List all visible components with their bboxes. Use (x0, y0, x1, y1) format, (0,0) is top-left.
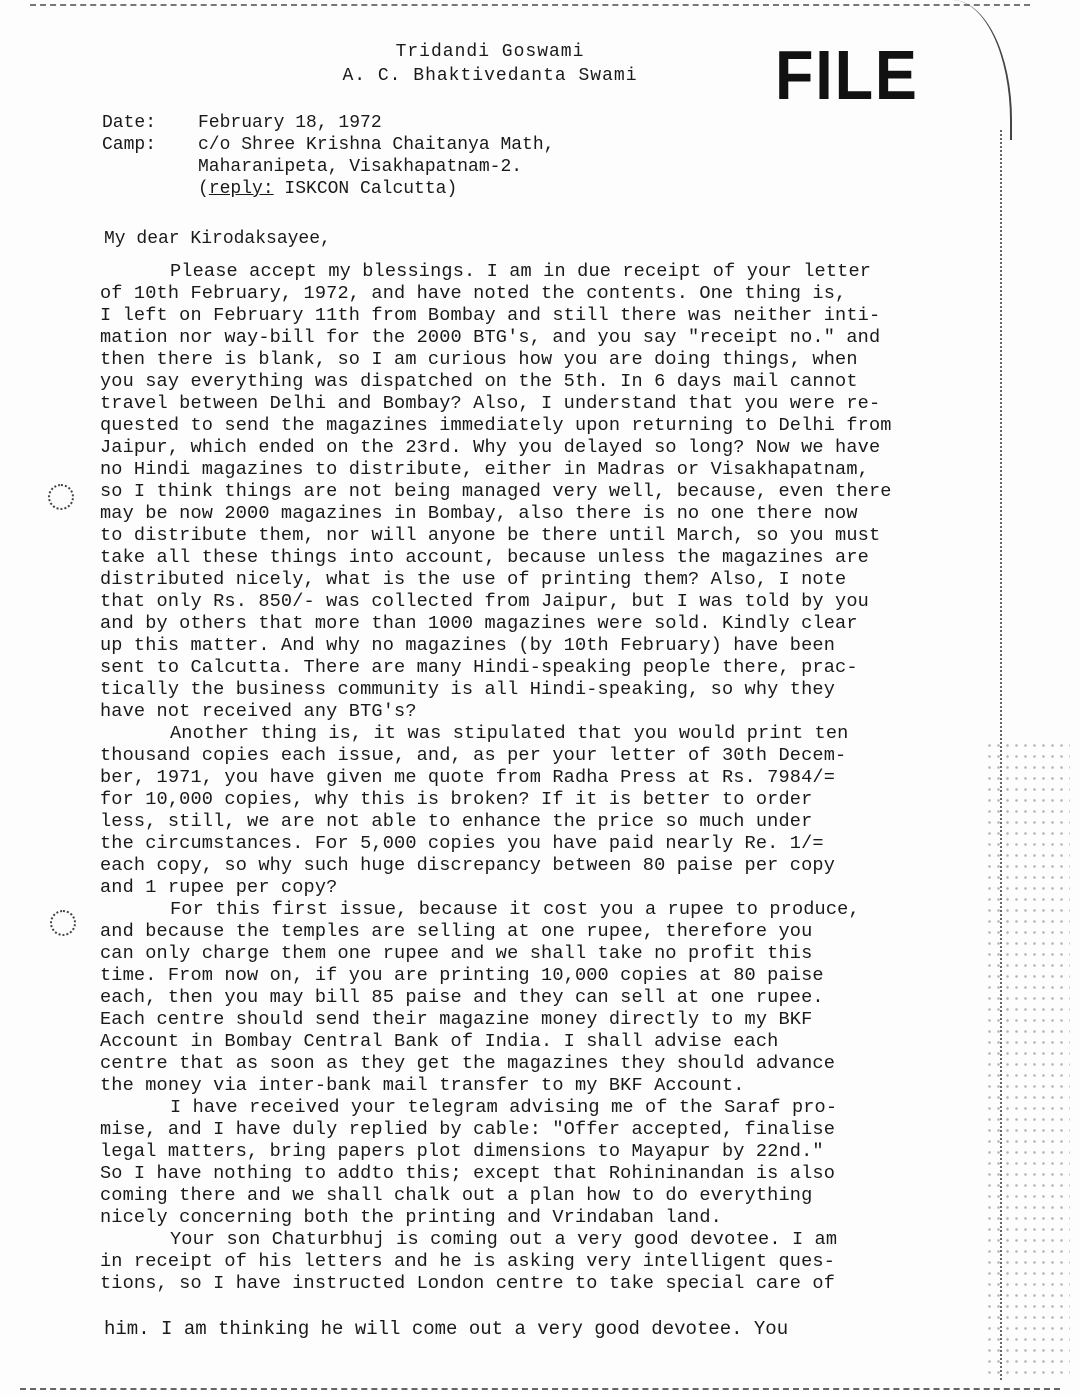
body-line: Another thing is, it was stipulated that you would print ten (170, 723, 849, 744)
body-line: coming there and we shall chalk out a plan how to do everything (100, 1185, 813, 1206)
body-line: then there is blank, so I am curious how you are doing things, when (100, 349, 858, 370)
camp-value: c/o Shree Krishna Chaitanya Math, (198, 135, 555, 155)
body-line: and because the temples are selling at one rupee, therefore you (100, 921, 813, 942)
body-line: no Hindi magazines to distribute, either in Madras or Visakhapatnam, (100, 459, 869, 480)
body-line: time. From now on, if you are printing 10,000 copies at 80 paise (100, 965, 824, 986)
body-line: For this first issue, because it cost you a rupee to produce, (170, 899, 860, 920)
reply-line: (reply: ISKCON Calcutta) (198, 179, 458, 199)
punch-hole-mark (50, 910, 76, 936)
body-line: Each centre should send their magazine money directly to my BKF (100, 1009, 813, 1030)
body-line: may be now 2000 magazines in Bombay, also there is no one there now (100, 503, 858, 524)
letterhead (300, 40, 680, 88)
page-curl-mark (950, 0, 1012, 140)
body-line: to distribute them, nor will anyone be there until March, so you must (100, 525, 881, 546)
body-line: each copy, so why such huge discrepancy between 80 paise per copy (100, 855, 836, 876)
reply-label: reply: (208, 179, 274, 199)
body-line: ber, 1971, you have given me quote from Radha Press at Rs. 7984/= (100, 767, 836, 788)
body-line: for 10,000 copies, why this is broken? If it is better to order (100, 789, 813, 810)
body-line: sent to Calcutta. There are many Hindi-speaking people there, prac- (100, 657, 858, 678)
date-label: Date: (102, 113, 157, 133)
letter-meta (102, 112, 554, 200)
body-line: in receipt of his letters and he is asking very intelligent ques- (100, 1251, 836, 1272)
camp-label: Camp: (102, 135, 157, 155)
body-line: legal matters, bring papers plot dimensions to Mayapur by 22nd." (100, 1141, 824, 1162)
body-line: and 1 rupee per copy? (100, 877, 338, 898)
salutation: My dear Kirodaksayee, (104, 229, 331, 249)
body-line: take all these things into account, because unless the magazines are (100, 547, 869, 568)
body-line: Your son Chaturbhuj is coming out a very good devotee. I am (170, 1229, 838, 1250)
body-line: mation nor way-bill for the 2000 BTG's, and you say "receipt no." and (100, 327, 881, 348)
punch-hole-mark (48, 484, 74, 510)
body-line: have not received any BTG's? (100, 701, 417, 722)
body-line: the money via inter-bank mail transfer to my BKF Account. (100, 1075, 745, 1096)
body-line: distributed nicely, what is the use of printing them? Also, I note (100, 569, 847, 590)
date-value: February 18, 1972 (198, 113, 382, 133)
body-line: thousand copies each issue, and, as per your letter of 30th Decem- (100, 745, 847, 766)
file-stamp: FILE (775, 36, 919, 114)
body-line: I left on February 11th from Bombay and still there was neither inti- (100, 305, 881, 326)
body-line: you say everything was dispatched on the 5th. In 6 days mail cannot (100, 371, 858, 392)
body-line: up this matter. And why no magazines (by 10th February) have been (100, 635, 836, 656)
body-line: nicely concerning both the printing and Vrindaban land. (100, 1207, 722, 1228)
body-line: less, still, we are not able to enhance the price so much under (100, 811, 813, 832)
body-line: can only charge them one rupee and we shall take no profit this (100, 943, 813, 964)
body-line: that only Rs. 850/- was collected from Jaipur, but I was told by you (100, 591, 869, 612)
body-line: quested to send the magazines immediately upon returning to Delhi from (100, 415, 892, 436)
body-line: Jaipur, which ended on the 23rd. Why you delayed so long? Now we have (100, 437, 881, 458)
bottom-dashed-edge (20, 1388, 1060, 1390)
body-line: mise, and I have duly replied by cable: "Offer accepted, finalise (100, 1119, 836, 1140)
body-line: tions, so I have instructed London centre to take special care of (100, 1273, 836, 1294)
body-line: So I have nothing to addto this; except that Rohininandan is also (100, 1163, 836, 1184)
body-line: each, then you may bill 85 paise and they can sell at one rupee. (100, 987, 824, 1008)
reply-value: ISKCON Calcutta) (273, 179, 458, 199)
camp-row (102, 134, 554, 156)
body-line: the circumstances. For 5,000 copies you have paid nearly Re. 1/= (100, 833, 824, 854)
body-line: and by others that more than 1000 magazines were sold. Kindly clear (100, 613, 858, 634)
body-line: Account in Bombay Central Bank of India. I shall advise each (100, 1031, 779, 1052)
letterhead-title: Tridandi Goswami (395, 42, 585, 62)
letter-last-line: him. I am thinking he will come out a very good devotee. You (104, 1318, 789, 1340)
body-line: Please accept my blessings. I am in due receipt of your letter (170, 261, 872, 282)
address-line: Maharanipeta, Visakhapatnam-2. (198, 157, 523, 177)
body-line: tically the business community is all Hindi-speaking, so why they (100, 679, 836, 700)
letterhead-name: A. C. Bhaktivedanta Swami (342, 66, 638, 86)
date-row (102, 112, 554, 134)
top-dashed-edge (30, 4, 1030, 6)
letter-body (100, 261, 980, 1295)
body-line: travel between Delhi and Bombay? Also, I understand that you were re- (100, 393, 881, 414)
scan-speckle-noise (985, 740, 1070, 1380)
body-line: of 10th February, 1972, and have noted the contents. One thing is, (100, 283, 847, 304)
body-line: centre that as soon as they get the magazines they should advance (100, 1053, 836, 1074)
body-line: so I think things are not being managed very well, because, even there (100, 481, 892, 502)
body-line: I have received your telegram advising me of the Saraf pro- (170, 1097, 838, 1118)
